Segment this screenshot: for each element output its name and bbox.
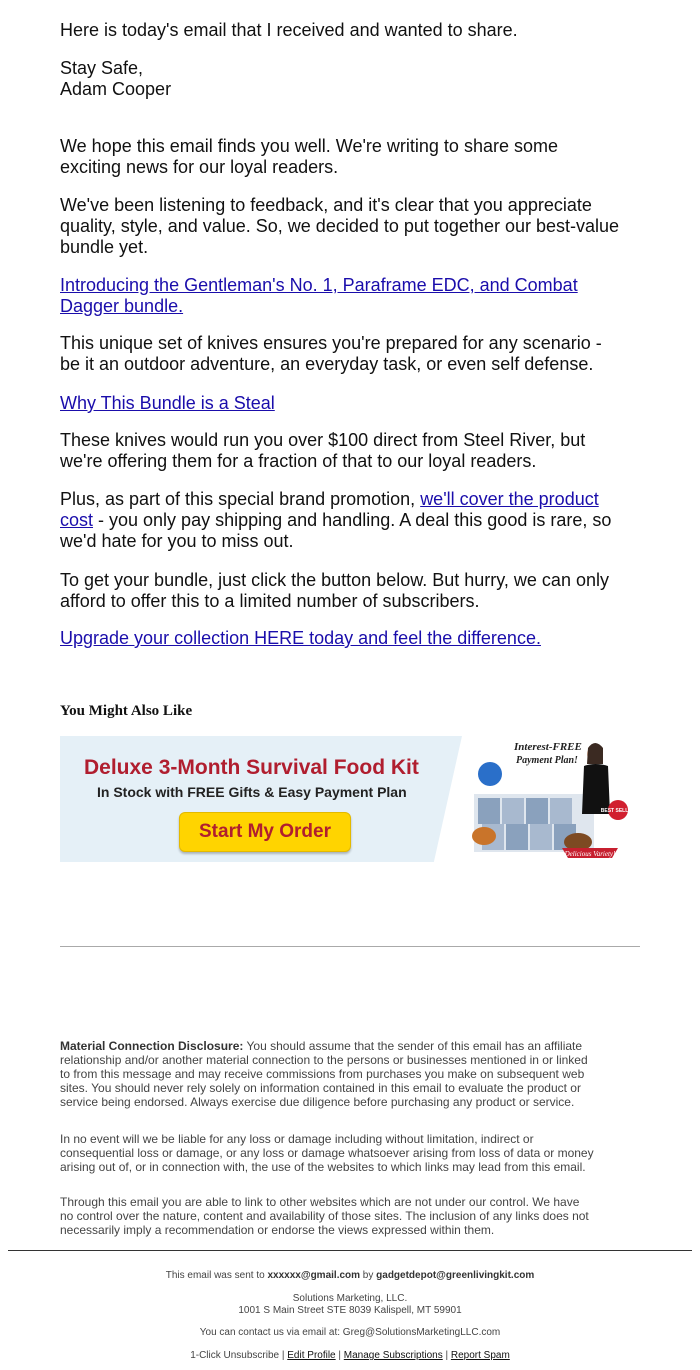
manage-subscriptions-link[interactable]: Manage Subscriptions	[343, 1350, 443, 1361]
contact-line: You can contact us via email at: Greg@SolutionsMarketingLLC.com	[199, 1327, 501, 1338]
disclosure-text: You should assume that the sender of this email has an affiliate	[243, 1039, 583, 1053]
art-delicious: Delicious Variety!	[564, 850, 616, 858]
report-spam-link[interactable]: Report Spam	[450, 1350, 510, 1361]
external-line-3: necessarily imply a recommendation or endorse the views expressed within them.	[60, 1223, 495, 1237]
unsubscribe-text: 1-Click Unsubscribe	[190, 1350, 280, 1361]
signoff: Stay Safe,	[60, 58, 144, 78]
sender-email: gadgetdepot@greenlivingkit.com	[376, 1270, 535, 1281]
product-cost-link[interactable]: we'll cover the product	[420, 489, 599, 509]
start-order-button[interactable]: Start My Order	[179, 812, 351, 852]
recipient-email: xxxxxx@gmail.com	[267, 1270, 361, 1281]
section-divider	[60, 946, 640, 947]
food-pouches-icon	[472, 794, 594, 852]
paragraph-3-line-1: This unique set of knives ensures you're prepared for any scenario -	[60, 333, 602, 353]
sent-to-text: This email was sent to	[165, 1270, 268, 1281]
upgrade-link[interactable]: Upgrade your collection HERE today and feel the difference.	[60, 628, 541, 648]
separator: |	[335, 1350, 344, 1361]
disclosure-line-5: service being endorsed. Always exercise due diligence before purchasing any product or service.	[60, 1095, 575, 1109]
paragraph-5-line-2	[60, 510, 611, 531]
intro-text: Here is today's email that I received and wanted to share.	[60, 20, 518, 40]
paragraph-2-line-2: quality, style, and value. So, we decided to put together our best-value	[60, 216, 620, 236]
paragraph-4-line-1: These knives would run you over $100 direct from Steel River, but	[60, 430, 586, 450]
paragraph-5-line-1	[60, 489, 599, 510]
servings-badge-icon	[478, 762, 502, 786]
paragraph-3-line-2: be it an outdoor adventure, an everyday task, or even self defense.	[60, 354, 594, 374]
company-address: 1001 S Main Street STE 8039 Kalispell, MT 59901	[238, 1305, 462, 1316]
paragraph-5-text-cont: - you only pay shipping and handling. A deal this good is rare, so	[93, 510, 612, 530]
art-text-interest: Interest-FREE	[514, 741, 582, 753]
liability-line-3: arising out of, or in connection with, the use of the websites to which links may lead from this email.	[60, 1160, 586, 1174]
steal-link[interactable]: Why This Bundle is a Steal	[60, 393, 275, 413]
footer-links	[0, 1350, 700, 1362]
food-kit-product-image	[470, 736, 638, 862]
disclosure-label: Material Connection Disclosure:	[60, 1039, 244, 1053]
banner-subtitle: In Stock with FREE Gifts & Easy Payment Plan	[97, 784, 407, 800]
edit-profile-link[interactable]: Edit Profile	[287, 1350, 336, 1361]
paragraph-2-line-3: bundle yet.	[60, 237, 149, 257]
also-like-heading: You Might Also Like	[60, 703, 193, 719]
paragraph-1-line-2: exciting news for our loyal readers.	[60, 157, 339, 177]
paragraph-2-line-1: We've been listening to feedback, and it's clear that you appreciate	[60, 195, 592, 215]
survival-food-banner[interactable]	[60, 736, 638, 862]
paragraph-6-line-1: To get your bundle, just click the button below. But hurry, we can only	[60, 570, 609, 590]
art-best-seller: BEST SELLER	[600, 808, 636, 814]
spokesperson-icon	[582, 743, 610, 814]
company-name: Solutions Marketing, LLC.	[292, 1293, 408, 1304]
separator: |	[442, 1350, 451, 1361]
banner-title: Deluxe 3-Month Survival Food Kit	[84, 756, 419, 779]
disclosure-line-3: to from this message and may receive commissions from purchases you make on subsequent web	[60, 1067, 585, 1081]
paragraph-6-line-2: afford to offer this to a limited number of subscribers.	[60, 591, 480, 611]
sent-by-text: by	[360, 1270, 377, 1281]
paragraph-4-line-2: we're offering them for a fraction of that to our loyal readers.	[60, 451, 537, 471]
liability-line-2: consequential loss or damage, or any loss or damage whatsoever arising from loss of data or money	[60, 1146, 594, 1160]
bundle-link-line-2[interactable]: Dagger bundle.	[60, 296, 184, 316]
external-line-1: Through this email you are able to link to other websites which are not under our control. We have	[60, 1195, 580, 1209]
paragraph-5-text: Plus, as part of this special brand promotion,	[60, 489, 421, 509]
paragraph-1-line-1: We hope this email finds you well. We're writing to share some	[60, 136, 558, 156]
liability-line-1: In no event will we be liable for any loss or damage including without limitation, indirect or	[60, 1132, 534, 1146]
disclosure-line-2: relationship and/or another material connection to the persons or businesses mentioned in or linked	[60, 1053, 588, 1067]
product-cost-link-cont[interactable]: cost	[60, 510, 94, 530]
disclosure-line-4: sites. You should never rely solely on information contained in this email to evaluate the product or	[60, 1081, 581, 1095]
paragraph-5-line-3: we'd hate for you to miss out.	[60, 531, 294, 551]
disclosure-line-1	[60, 1040, 640, 1054]
art-text-plan: Payment Plan!	[516, 755, 578, 766]
sender-name: Adam Cooper	[60, 79, 172, 99]
sent-to-line	[0, 1270, 700, 1282]
separator: |	[279, 1350, 288, 1361]
external-line-2: no control over the nature, content and availability of those sites. The inclusion of any links does not	[60, 1209, 589, 1223]
footer-divider	[8, 1250, 692, 1251]
bundle-link-line-1[interactable]: Introducing the Gentleman's No. 1, Paraframe EDC, and Combat	[60, 275, 578, 295]
